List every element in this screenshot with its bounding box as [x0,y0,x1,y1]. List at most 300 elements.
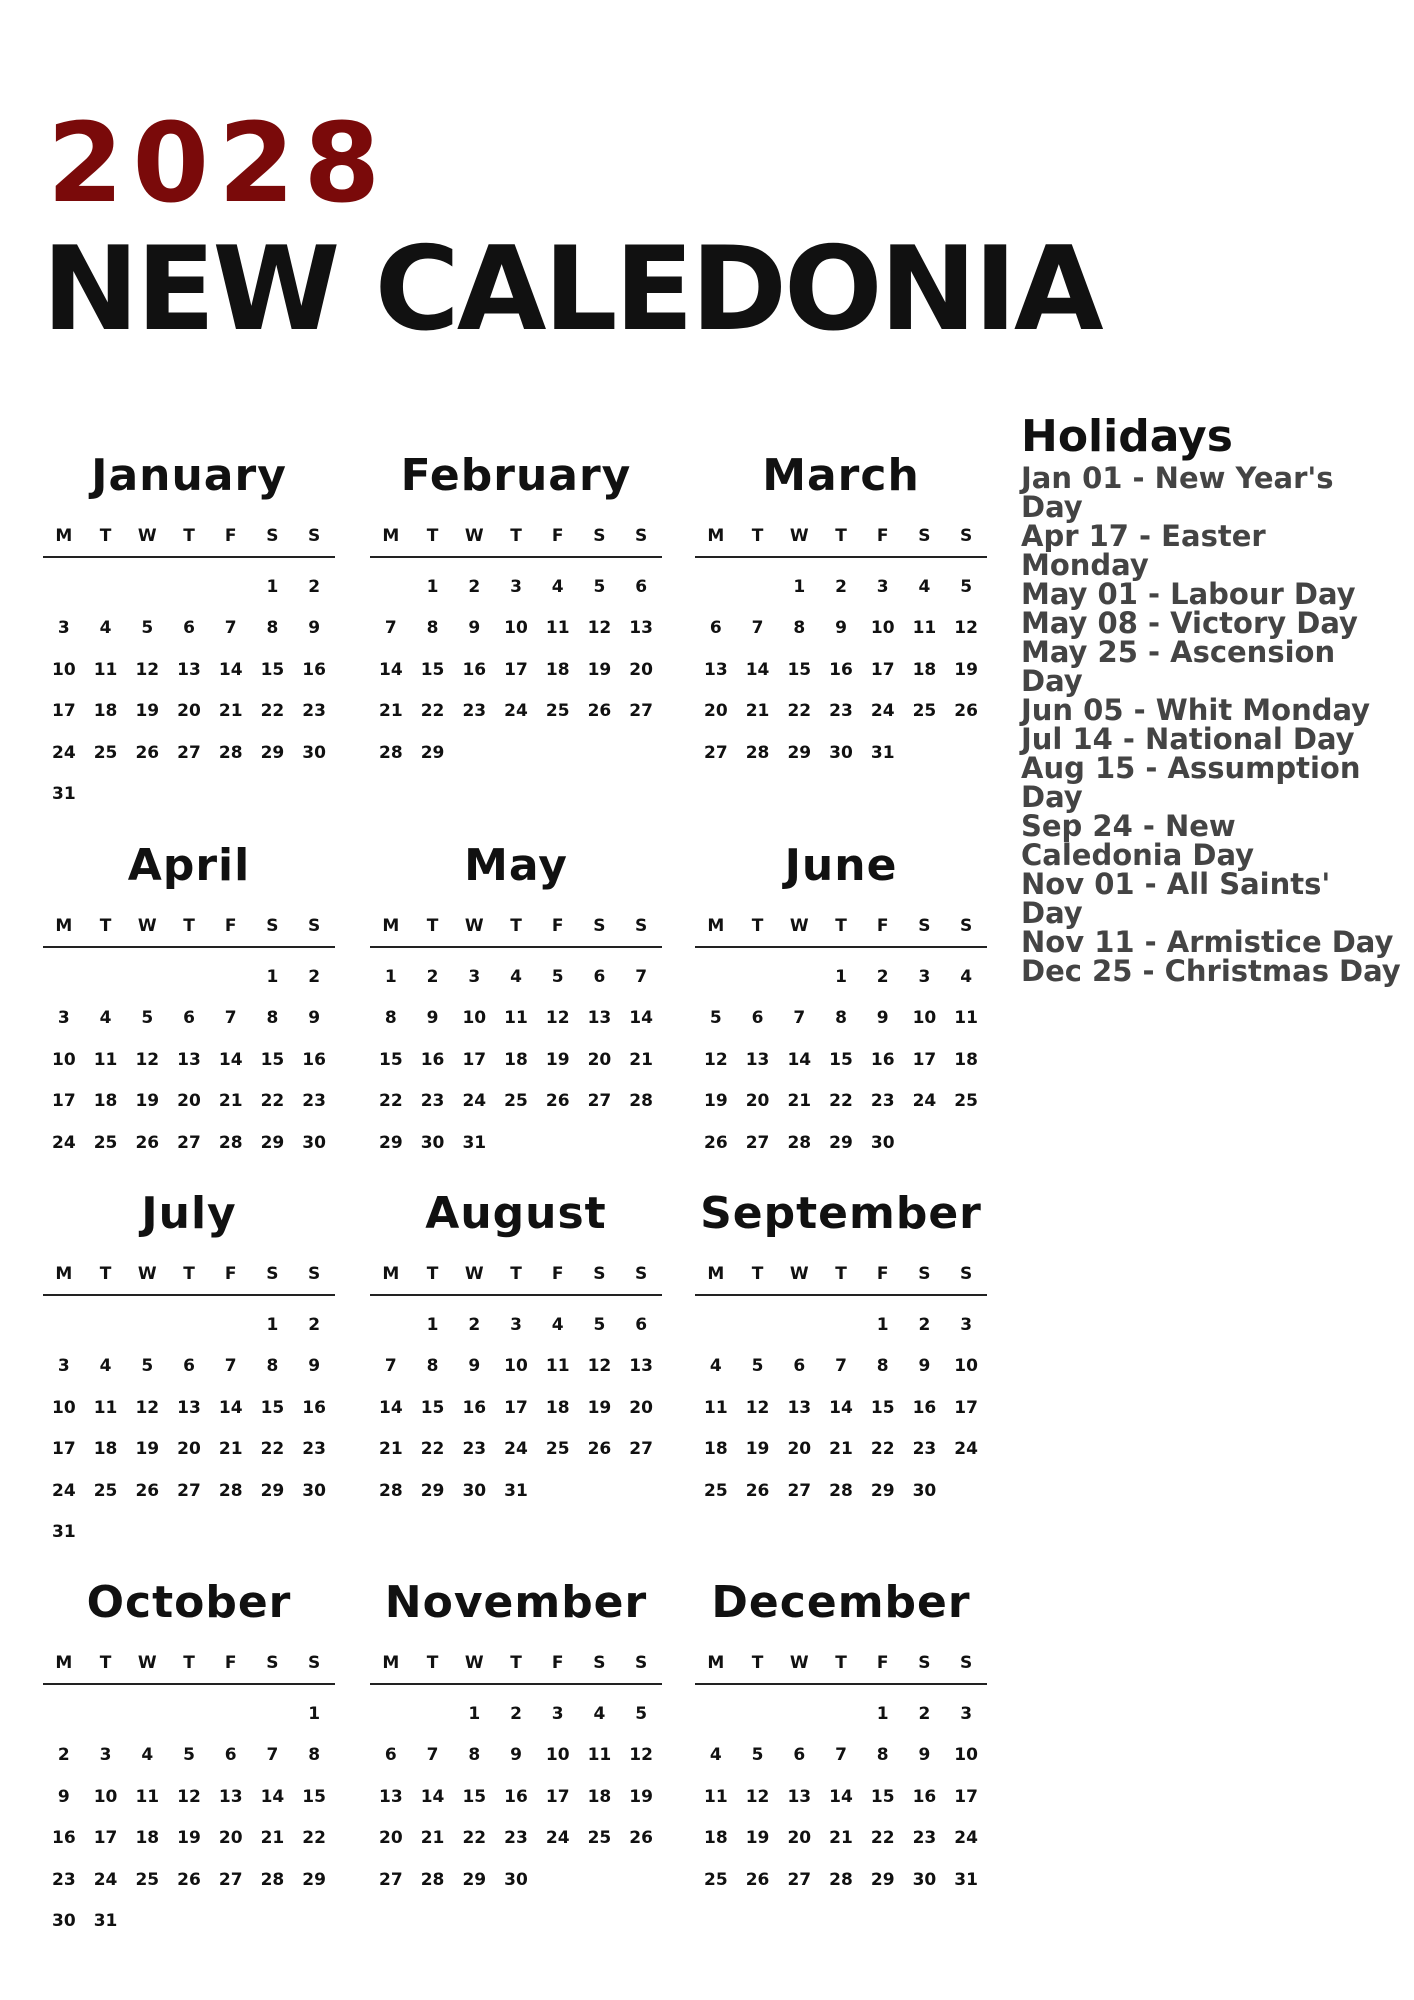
day-cell: 9 [57,1786,70,1807]
day-cell: 21 [745,701,770,722]
weekday-label: F [876,526,889,546]
day-cell: 26 [545,1091,570,1112]
day-cell: 15 [870,1786,895,1807]
day-cell: 21 [379,1439,403,1460]
weekday-label: W [137,916,157,936]
holidays-title: Holidays [1021,411,1233,462]
month-name: December [711,1577,971,1628]
weekday-header [695,526,987,558]
day-cell: 6 [793,1356,806,1377]
day-cell: 7 [384,1356,397,1377]
month-name: June [784,840,898,891]
day-cell: 19 [135,701,160,722]
day-grid [695,566,987,774]
day-cell: 31 [954,1869,978,1890]
month-november [370,1575,662,1901]
weekday-header [43,916,335,948]
day-cell: 3 [876,576,889,597]
day-cell: 11 [954,1008,978,1029]
weekday-label: S [960,916,973,936]
day-grid [370,1693,662,1901]
day-cell: 4 [960,966,973,987]
day-cell: 25 [93,742,118,763]
weekday-label: T [426,1653,439,1673]
weekday-label: T [99,1264,112,1284]
day-cell: 4 [99,1008,112,1029]
day-cell: 11 [587,1745,612,1766]
day-cell: 4 [551,1314,564,1335]
month-name: January [91,450,287,501]
day-cell: 9 [510,1745,522,1766]
day-cell: 5 [635,1703,648,1724]
holiday-item: May 25 - Ascension Day [1021,635,1336,698]
day-cell: 2 [835,576,847,597]
day-cell: 27 [787,1480,812,1501]
day-cell: 18 [912,659,937,680]
day-cell: 3 [551,1703,564,1724]
day-grid [370,956,662,1164]
holiday-item: Apr 17 - Easter Monday [1021,519,1266,582]
weekday-label: S [308,1653,321,1673]
day-cell: 28 [787,1132,812,1153]
day-cell: 22 [787,701,812,722]
day-cell: 23 [462,1439,487,1460]
day-cell: 15 [462,1786,487,1807]
weekday-header [43,1653,335,1685]
day-cell: 24 [954,1439,978,1460]
day-cell: 17 [504,1397,528,1418]
weekday-header [370,526,662,558]
weekday-label: F [876,1264,889,1284]
day-cell: 13 [218,1786,243,1807]
day-cell: 1 [266,966,279,987]
day-cell: 2 [468,1314,481,1335]
day-cell: 26 [704,1132,728,1153]
day-cell: 3 [99,1745,112,1766]
day-cell: 17 [545,1786,570,1807]
day-cell: 11 [504,1008,528,1029]
day-cell: 24 [504,1439,528,1460]
day-cell: 7 [266,1745,279,1766]
day-cell: 24 [462,1091,487,1112]
month-july [43,1186,335,1553]
day-cell: 1 [835,966,847,987]
day-cell: 6 [224,1745,237,1766]
day-cell: 16 [462,1397,487,1418]
day-cell: 3 [960,1703,973,1724]
day-cell: 12 [135,659,160,680]
day-cell: 29 [829,1132,853,1153]
day-cell: 17 [462,1049,487,1070]
day-cell: 9 [426,1008,439,1029]
day-cell: 29 [420,1480,445,1501]
day-grid [43,956,335,1164]
weekday-label: T [510,526,522,546]
weekday-label: F [551,526,564,546]
day-cell: 17 [912,1049,937,1070]
day-cell: 19 [587,659,612,680]
day-cell: 1 [266,576,279,597]
weekday-label: M [382,1264,400,1284]
day-cell: 14 [218,1397,243,1418]
weekday-header [43,1264,335,1296]
day-cell: 18 [135,1828,160,1849]
day-cell: 7 [793,1008,806,1029]
day-cell: 19 [545,1049,570,1070]
day-cell: 20 [787,1439,812,1460]
day-cell: 17 [52,701,76,722]
day-cell: 9 [308,1356,321,1377]
day-cell: 14 [829,1397,853,1418]
day-cell: 5 [141,1356,154,1377]
holiday-item: May 01 - Labour Day [1021,577,1356,611]
weekday-label: M [382,526,400,546]
day-cell: 17 [954,1397,978,1418]
day-cell: 3 [510,1314,522,1335]
day-cell: 24 [52,1132,76,1153]
weekday-label: M [382,916,400,936]
day-cell: 15 [302,1786,326,1807]
day-cell: 2 [918,1703,931,1724]
day-cell: 29 [379,1132,403,1153]
weekday-label: S [308,526,321,546]
day-cell: 11 [93,1397,118,1418]
day-cell: 8 [876,1356,889,1377]
day-cell: 10 [954,1356,978,1377]
weekday-label: S [266,526,279,546]
day-cell: 1 [468,1703,481,1724]
day-cell: 10 [545,1745,570,1766]
month-name: March [762,450,920,501]
day-cell: 10 [462,1008,487,1029]
day-cell: 23 [829,701,853,722]
weekday-label: S [918,1653,931,1673]
day-cell: 19 [177,1828,201,1849]
day-cell: 29 [870,1480,895,1501]
weekday-label: S [308,916,321,936]
day-cell: 7 [224,1008,237,1029]
weekday-label: W [464,1264,484,1284]
day-cell: 24 [912,1091,937,1112]
day-cell: 30 [504,1869,528,1890]
weekday-label: W [464,1653,484,1673]
day-cell: 20 [629,659,653,680]
weekday-label: T [835,916,847,936]
day-cell: 15 [870,1397,895,1418]
day-cell: 6 [593,966,606,987]
day-grid [43,1304,335,1553]
weekday-header [695,916,987,948]
day-cell: 25 [704,1869,728,1890]
day-cell: 26 [135,742,160,763]
day-cell: 8 [835,1008,847,1029]
day-cell: 5 [751,1356,764,1377]
day-cell: 2 [308,576,321,597]
day-cell: 30 [870,1132,895,1153]
day-cell: 29 [260,1132,285,1153]
day-cell: 18 [504,1049,528,1070]
day-grid [695,956,987,1164]
day-cell: 26 [587,701,612,722]
day-cell: 22 [829,1091,853,1112]
day-cell: 8 [793,618,806,639]
day-cell: 30 [420,1132,445,1153]
day-cell: 12 [745,1786,770,1807]
day-cell: 3 [468,966,481,987]
weekday-label: S [635,526,648,546]
day-cell: 9 [308,1008,321,1029]
day-cell: 12 [704,1049,728,1070]
weekday-label: M [382,1653,400,1673]
day-cell: 30 [302,1480,326,1501]
day-cell: 1 [308,1703,321,1724]
day-cell: 23 [912,1439,937,1460]
day-cell: 20 [587,1049,612,1070]
day-cell: 25 [704,1480,728,1501]
day-cell: 6 [183,618,195,639]
day-cell: 15 [260,1049,285,1070]
day-cell: 10 [912,1008,937,1029]
weekday-label: F [224,1653,237,1673]
day-cell: 12 [545,1008,570,1029]
day-cell: 22 [260,1091,285,1112]
day-cell: 15 [829,1049,853,1070]
weekday-label: M [55,1264,73,1284]
weekday-header [695,1653,987,1685]
day-cell: 12 [177,1786,201,1807]
day-cell: 15 [379,1049,403,1070]
day-cell: 22 [420,1439,445,1460]
day-cell: 16 [912,1397,937,1418]
weekday-label: S [635,1653,648,1673]
weekday-label: T [99,526,112,546]
day-cell: 13 [704,659,728,680]
day-cell: 20 [745,1091,770,1112]
weekday-label: S [635,916,648,936]
day-cell: 21 [787,1091,812,1112]
day-cell: 23 [52,1869,76,1890]
day-cell: 27 [177,742,201,763]
holiday-item: Jan 01 - New Year's Day [1021,461,1334,524]
day-cell: 20 [177,1439,201,1460]
day-cell: 10 [954,1745,978,1766]
day-cell: 12 [587,618,612,639]
day-cell: 21 [218,1091,243,1112]
day-cell: 5 [141,618,154,639]
day-cell: 7 [224,618,237,639]
day-cell: 27 [787,1869,812,1890]
day-cell: 18 [954,1049,978,1070]
day-cell: 12 [135,1049,160,1070]
day-cell: 14 [629,1008,653,1029]
day-cell: 28 [829,1480,853,1501]
day-cell: 9 [876,1008,889,1029]
day-cell: 31 [93,1911,118,1932]
day-cell: 8 [266,1356,279,1377]
day-cell: 13 [177,659,201,680]
weekday-label: M [55,526,73,546]
day-cell: 16 [504,1786,528,1807]
day-cell: 30 [829,742,853,763]
weekday-label: F [551,1653,564,1673]
day-cell: 13 [787,1397,812,1418]
day-cell: 26 [954,701,978,722]
day-cell: 17 [954,1786,978,1807]
weekday-header [43,526,335,558]
day-cell: 9 [468,618,481,639]
day-cell: 30 [912,1869,937,1890]
day-cell: 17 [52,1439,76,1460]
day-cell: 27 [177,1132,201,1153]
day-cell: 14 [218,1049,243,1070]
day-cell: 10 [52,1049,76,1070]
day-cell: 17 [504,659,528,680]
day-cell: 5 [141,1008,154,1029]
day-cell: 22 [870,1828,895,1849]
weekday-label: T [510,1264,522,1284]
day-cell: 31 [504,1480,528,1501]
day-cell: 23 [912,1828,937,1849]
day-cell: 2 [918,1314,931,1335]
day-cell: 26 [587,1439,612,1460]
day-cell: 27 [704,742,728,763]
day-cell: 21 [260,1828,285,1849]
month-name: July [141,1188,237,1239]
weekday-label: T [751,1653,764,1673]
weekday-label: T [510,1653,522,1673]
holiday-item: Jul 14 - National Day [1021,722,1355,756]
day-cell: 10 [870,618,895,639]
month-february [370,448,662,774]
day-cell: 5 [751,1745,764,1766]
day-cell: 24 [52,742,76,763]
day-cell: 25 [954,1091,978,1112]
day-cell: 7 [426,1745,439,1766]
day-cell: 7 [835,1356,847,1377]
weekday-header [370,916,662,948]
day-cell: 15 [787,659,812,680]
day-cell: 31 [52,784,76,805]
day-cell: 9 [308,618,321,639]
day-cell: 26 [177,1869,201,1890]
day-cell: 6 [384,1745,397,1766]
day-cell: 6 [751,1008,764,1029]
day-cell: 25 [587,1828,612,1849]
weekday-label: S [593,916,606,936]
day-cell: 26 [629,1828,653,1849]
day-cell: 22 [379,1091,403,1112]
day-cell: 28 [379,1480,403,1501]
day-cell: 22 [302,1828,326,1849]
day-cell: 4 [99,618,112,639]
holidays-panel [1021,412,1401,986]
day-cell: 16 [870,1049,895,1070]
day-cell: 4 [141,1745,154,1766]
weekday-label: F [224,916,237,936]
day-cell: 2 [308,966,321,987]
weekday-label: S [918,526,931,546]
day-cell: 19 [745,1828,770,1849]
weekday-label: F [224,1264,237,1284]
weekday-label: T [835,1264,847,1284]
day-cell: 2 [308,1314,321,1335]
day-cell: 7 [635,966,648,987]
day-cell: 24 [954,1828,978,1849]
day-cell: 21 [629,1049,653,1070]
weekday-label: S [635,1264,648,1284]
day-cell: 30 [462,1480,487,1501]
day-cell: 29 [260,1480,285,1501]
day-grid [695,1304,987,1512]
weekday-label: S [308,1264,321,1284]
day-cell: 24 [93,1869,118,1890]
day-cell: 18 [545,1397,570,1418]
weekday-label: W [137,1264,157,1284]
day-cell: 3 [57,618,70,639]
day-cell: 18 [93,701,118,722]
weekday-label: S [266,1653,279,1673]
day-cell: 1 [793,576,806,597]
day-cell: 3 [918,966,931,987]
day-cell: 25 [545,701,570,722]
day-cell: 29 [787,742,812,763]
day-cell: 20 [787,1828,812,1849]
month-january [43,448,335,815]
weekday-label: F [876,916,889,936]
day-cell: 6 [183,1008,195,1029]
holidays-list [1021,461,1401,988]
day-cell: 26 [135,1132,160,1153]
day-cell: 17 [93,1828,118,1849]
day-cell: 12 [135,1397,160,1418]
year-heading: 2028 [47,99,390,227]
day-cell: 20 [629,1397,653,1418]
weekday-label: S [960,1653,973,1673]
day-cell: 21 [829,1439,853,1460]
day-cell: 10 [52,659,76,680]
day-cell: 25 [912,701,937,722]
weekday-label: T [426,526,439,546]
day-cell: 7 [384,618,397,639]
day-cell: 27 [218,1869,243,1890]
day-cell: 16 [829,659,853,680]
day-cell: 29 [302,1869,326,1890]
weekday-label: M [707,916,725,936]
weekday-label: S [960,526,973,546]
day-cell: 22 [260,701,285,722]
weekday-label: T [183,526,195,546]
day-cell: 10 [504,1356,528,1377]
day-cell: 14 [420,1786,445,1807]
day-cell: 3 [510,576,522,597]
day-cell: 2 [57,1745,70,1766]
day-cell: 19 [745,1439,770,1460]
day-cell: 12 [745,1397,770,1418]
holiday-item: Dec 25 - Christmas Day [1021,954,1401,988]
day-cell: 16 [302,1397,326,1418]
weekday-label: T [751,526,764,546]
day-cell: 14 [745,659,770,680]
day-cell: 21 [218,1439,243,1460]
day-cell: 11 [704,1397,728,1418]
day-cell: 23 [870,1091,895,1112]
day-cell: 11 [704,1786,728,1807]
day-cell: 31 [462,1132,487,1153]
weekday-label: T [183,1653,195,1673]
day-cell: 19 [135,1091,160,1112]
weekday-label: S [960,1264,973,1284]
day-cell: 15 [260,1397,285,1418]
